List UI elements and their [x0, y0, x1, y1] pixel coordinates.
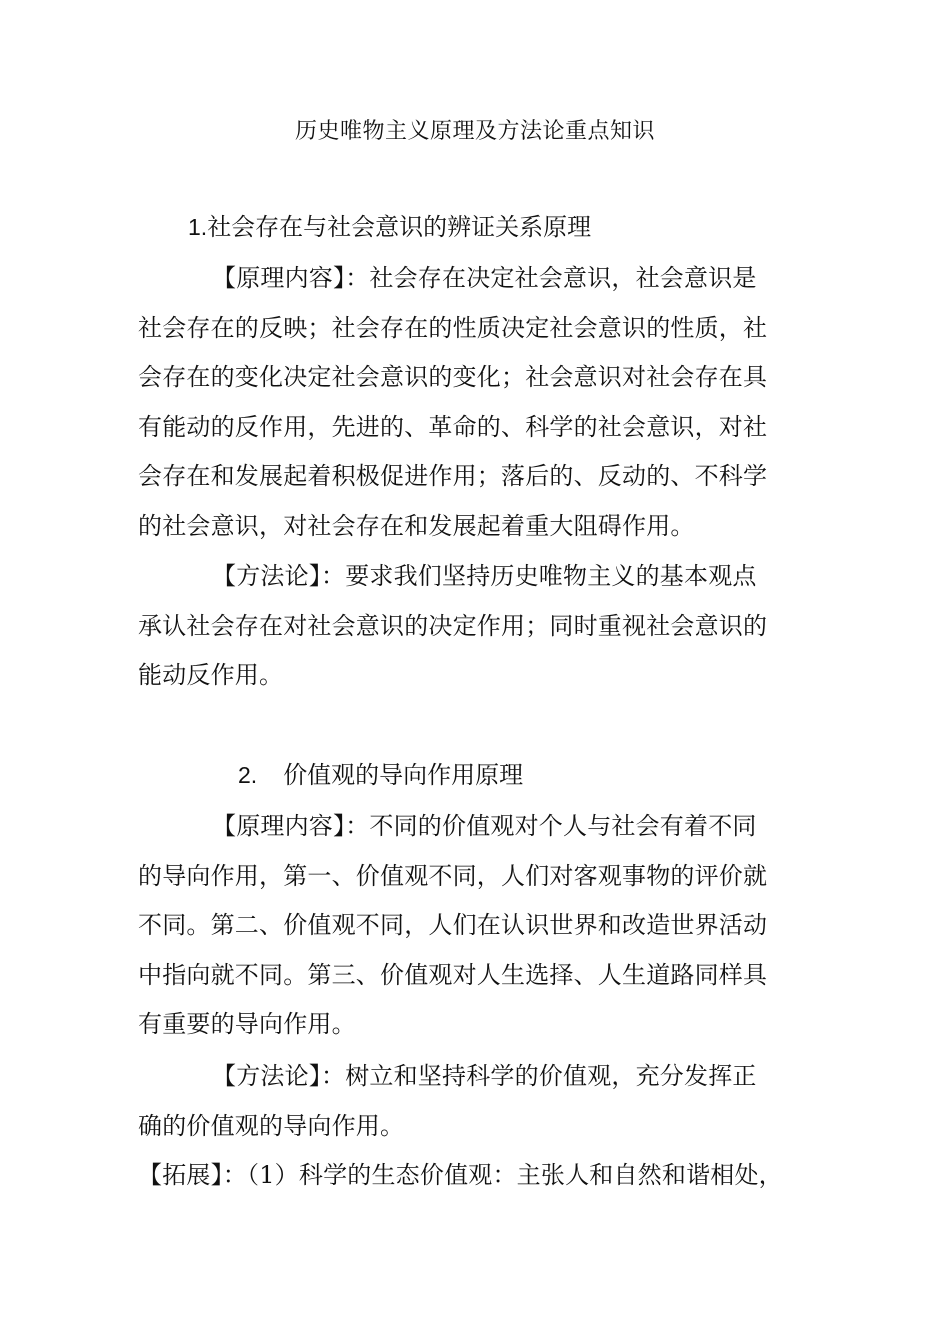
section-1-heading-text: 社会存在与社会意识的辨证关系原理 [207, 213, 592, 241]
paragraph-line: 【拓展】：（1）科学的生态价值观：主张人和自然和谐相处， [138, 1161, 783, 1189]
section-1-heading [188, 211, 591, 243]
paragraph-line: 中指向就不同。第三、价值观对人生选择、人生道路同样具 [138, 960, 768, 989]
section-2-extension-paragraph [138, 1151, 783, 1201]
section-2-method-paragraph [138, 1052, 757, 1151]
section-1-number: 1. [188, 214, 208, 240]
section-2-heading [238, 759, 523, 791]
paragraph-line: 承认社会存在对社会意识的决定作用；同时重视社会意识的 [138, 611, 768, 640]
paragraph-line: 会存在和发展起着积极促进作用；落后的、反动的、不科学 [138, 462, 768, 490]
paragraph-line: 有重要的导向作用。 [138, 1010, 356, 1038]
paragraph-line: 会存在的变化决定社会意识的变化；社会意识对社会存在具 [138, 363, 768, 391]
section-2-principle-paragraph [138, 802, 767, 1050]
document-title: 历史唯物主义原理及方法论重点知识 [294, 119, 655, 144]
paragraph-line: 有能动的反作用，先进的、革命的、科学的社会意识，对社 [138, 412, 768, 441]
section-1-principle-paragraph [138, 254, 767, 551]
paragraph-line: 【方法论】：要求我们坚持历史唯物主义的基本观点 [212, 562, 757, 590]
section-2-heading-text: 价值观的导向作用原理 [283, 761, 524, 789]
paragraph-line: 的社会意识，对社会存在和发展起着重大阻碍作用。 [138, 511, 695, 540]
paragraph-line: 【原理内容】：不同的价值观对个人与社会有着不同 [212, 812, 757, 840]
paragraph-line: 【方法论】：树立和坚持科学的价值观，充分发挥正 [212, 1062, 757, 1090]
section-2-number: 2. [238, 762, 258, 788]
section-1-method-paragraph [138, 552, 767, 701]
paragraph-line: 能动反作用。 [138, 661, 284, 689]
paragraph-line: 不同。第二、价值观不同，人们在认识世界和改造世界活动 [138, 911, 768, 939]
paragraph-line: 确的价值观的导向作用。 [138, 1111, 405, 1140]
paragraph-line: 【原理内容】：社会存在决定社会意识，社会意识是 [212, 264, 757, 292]
paragraph-line: 社会存在的反映；社会存在的性质决定社会意识的性质，社 [138, 313, 768, 342]
paragraph-line: 的导向作用，第一、价值观不同，人们对客观事物的评价就 [138, 861, 768, 890]
